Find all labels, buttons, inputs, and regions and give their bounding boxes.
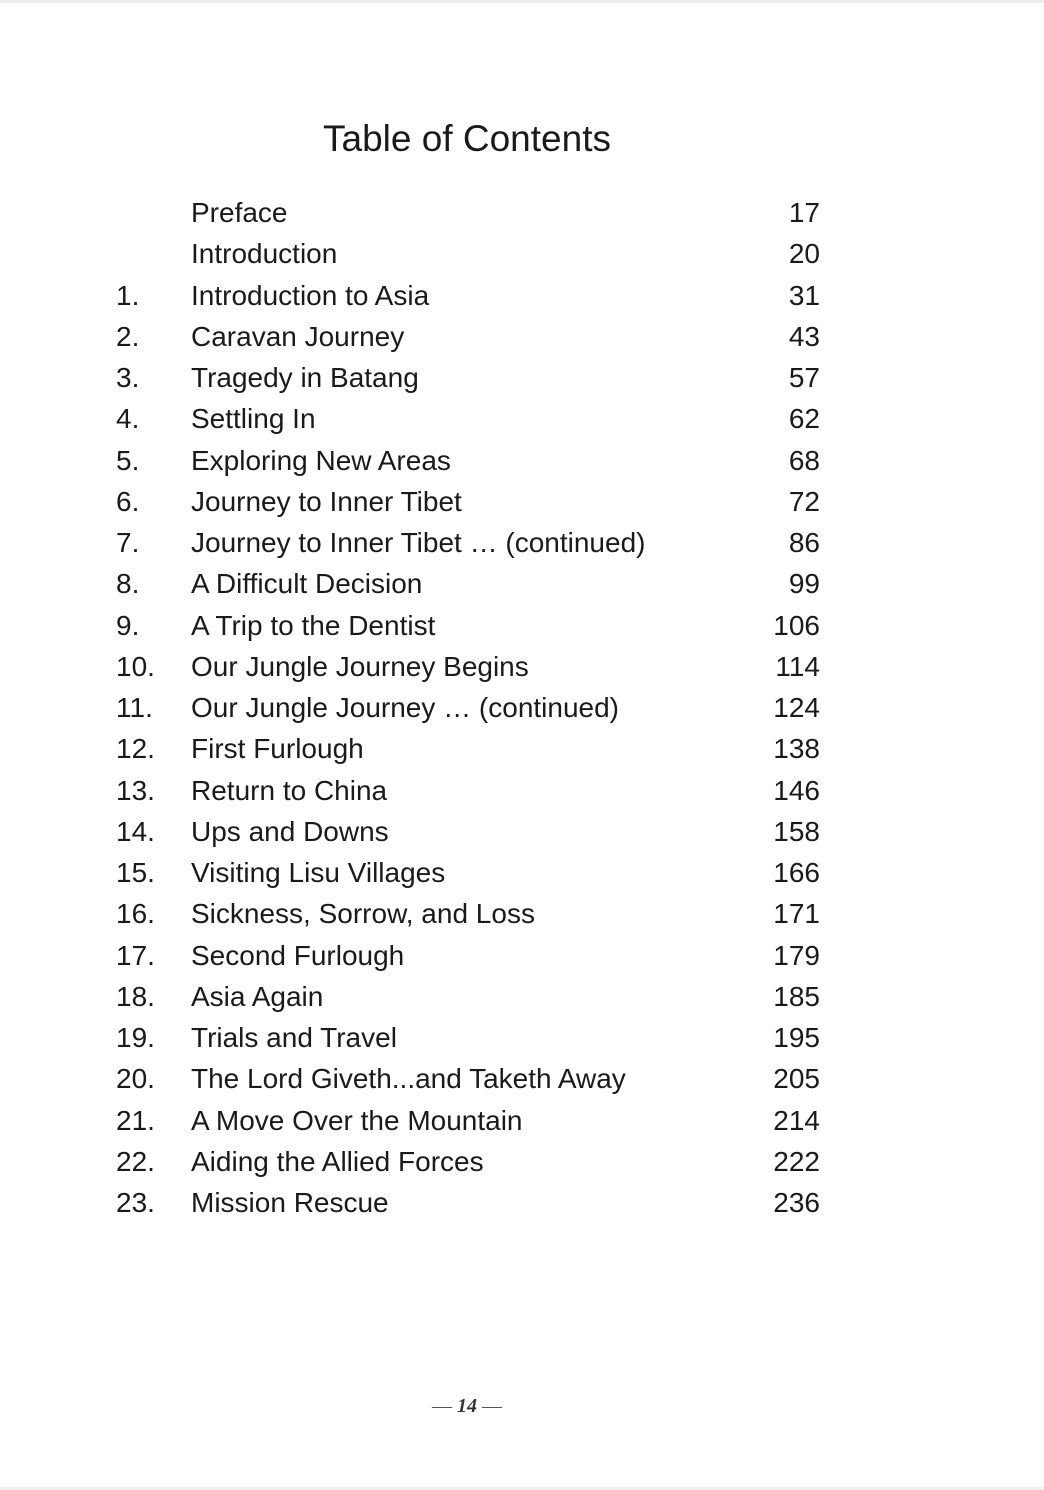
- toc-entry-title: Sickness, Sorrow, and Loss: [191, 898, 535, 930]
- toc-entry-title: A Move Over the Mountain: [191, 1104, 523, 1136]
- toc-entry: [116, 852, 820, 893]
- toc-entry: [116, 1141, 820, 1182]
- toc-entry-number: 11.: [116, 692, 153, 723]
- toc-entry-title: Second Furlough: [191, 939, 405, 971]
- toc-entry: [116, 1017, 820, 1058]
- toc-entry: [116, 976, 820, 1017]
- toc-entry-title: Mission Rescue: [191, 1187, 389, 1218]
- toc-entry-title: Tragedy in Batang: [191, 362, 419, 393]
- toc-entry: [116, 811, 820, 852]
- toc-entry: [116, 192, 820, 233]
- toc-entry: [116, 275, 820, 316]
- toc-entry-title: Settling In: [191, 403, 316, 435]
- toc-entry: [116, 563, 820, 604]
- footer-dash-left: —: [432, 1395, 452, 1417]
- toc-entry-title: Ups and Downs: [191, 815, 389, 847]
- toc-entry: [116, 316, 820, 357]
- toc-entry-title: First Furlough: [191, 733, 364, 765]
- toc-entry-page: 236: [773, 1187, 820, 1218]
- toc-entry-page: 43: [788, 320, 820, 352]
- toc-entry-title: Our Jungle Journey Begins: [191, 650, 529, 682]
- toc-entry-number: 3.: [116, 362, 140, 393]
- toc-entry-title: A Difficult Decision: [191, 568, 423, 600]
- toc-entry-number: 5.: [116, 444, 140, 476]
- toc-entry-page: 166: [773, 857, 820, 888]
- toc-entry-title: Asia Again: [191, 980, 324, 1012]
- toc-entry-number: 16.: [116, 898, 155, 930]
- toc-entry-page: 62: [788, 403, 820, 435]
- toc-entry-number: 19.: [116, 1022, 155, 1053]
- toc-entry-title: The Lord Giveth...and Taketh Away: [191, 1063, 626, 1095]
- toc-entry-page: 106: [773, 609, 820, 641]
- toc-entry: [116, 1100, 820, 1141]
- page-title: Table of Contents: [323, 118, 611, 159]
- toc-entry-page: 185: [773, 980, 820, 1012]
- toc-entry-page: 17: [788, 197, 820, 228]
- toc-entry-number: 14.: [116, 815, 155, 847]
- toc-entry-page: 99: [788, 568, 820, 600]
- toc-entry: [116, 893, 820, 934]
- toc-entry-page: 57: [788, 362, 820, 393]
- page-number: 14: [457, 1395, 477, 1417]
- toc-entry-number: 8.: [116, 568, 140, 600]
- toc-entry-number: 20.: [116, 1063, 155, 1095]
- page-footer: [0, 1392, 934, 1420]
- table-of-contents-list: [116, 192, 820, 1223]
- toc-entry-page: 146: [773, 774, 820, 806]
- toc-entry-page: 179: [773, 939, 820, 971]
- toc-entry-page: 171: [773, 898, 820, 930]
- toc-entry-number: 12.: [116, 733, 155, 765]
- toc-entry-title: Trials and Travel: [191, 1022, 397, 1053]
- toc-entry: [116, 440, 820, 481]
- toc-entry-number: 1.: [116, 279, 140, 311]
- toc-entry-number: 21.: [116, 1104, 155, 1136]
- toc-entry-page: 114: [775, 650, 820, 682]
- toc-entry: [116, 687, 820, 728]
- toc-entry-page: 195: [773, 1022, 820, 1053]
- toc-entry-title: Journey to Inner Tibet: [191, 485, 462, 517]
- toc-entry-page: 20: [788, 238, 820, 270]
- toc-entry-number: 13.: [116, 774, 155, 806]
- toc-entry-number: 22.: [116, 1145, 155, 1177]
- toc-entry-title: Caravan Journey: [191, 320, 405, 352]
- toc-entry-title: Exploring New Areas: [191, 444, 451, 476]
- toc-entry-page: 222: [773, 1145, 820, 1177]
- toc-entry-number: 23.: [116, 1187, 155, 1218]
- toc-entry-number: 17.: [116, 939, 155, 971]
- toc-entry-title: Return to China: [191, 774, 388, 806]
- toc-entry: [116, 1058, 820, 1099]
- page-edge-top: [0, 0, 1044, 3]
- toc-entry-number: 4.: [116, 403, 140, 435]
- toc-entry-title: Journey to Inner Tibet … (continued): [191, 527, 646, 558]
- toc-entry-page: 158: [773, 815, 820, 847]
- toc-entry: [116, 357, 820, 398]
- toc-entry-title: Our Jungle Journey … (continued): [191, 692, 619, 723]
- toc-entry-page: 31: [788, 279, 820, 311]
- toc-entry-page: 138: [773, 733, 820, 765]
- toc-entry-title: Introduction to Asia: [191, 279, 430, 311]
- toc-entry-number: 7.: [116, 527, 140, 558]
- toc-entry-title: Visiting Lisu Villages: [191, 857, 446, 888]
- toc-entry-number: 15.: [116, 857, 155, 888]
- toc-entry-page: 68: [788, 444, 820, 476]
- toc-entry-number: 18.: [116, 980, 155, 1012]
- toc-entry: [116, 1182, 820, 1223]
- toc-entry-number: 6.: [116, 485, 140, 517]
- toc-entry-number: 9.: [116, 609, 140, 641]
- toc-entry-page: 72: [788, 485, 820, 517]
- toc-entry: [116, 770, 820, 811]
- toc-entry-title: Introduction: [191, 238, 338, 270]
- toc-entry-page: 205: [773, 1063, 820, 1095]
- toc-entry-page: 124: [773, 692, 820, 723]
- toc-entry-title: Preface: [191, 197, 288, 228]
- toc-entry: [116, 233, 820, 274]
- toc-entry-title: A Trip to the Dentist: [191, 609, 436, 641]
- toc-entry: [116, 522, 820, 563]
- toc-entry: [116, 935, 820, 976]
- toc-entry: [116, 646, 820, 687]
- toc-entry-number: 2.: [116, 320, 140, 352]
- toc-entry: [116, 481, 820, 522]
- toc-entry: [116, 728, 820, 769]
- footer-dash-right: —: [482, 1395, 502, 1417]
- toc-entry: [116, 605, 820, 646]
- toc-entry-page: 86: [788, 527, 820, 558]
- toc-entry: [116, 398, 820, 439]
- toc-entry-title: Aiding the Allied Forces: [191, 1145, 484, 1177]
- toc-entry-page: 214: [773, 1104, 820, 1136]
- toc-entry-number: 10.: [116, 650, 155, 682]
